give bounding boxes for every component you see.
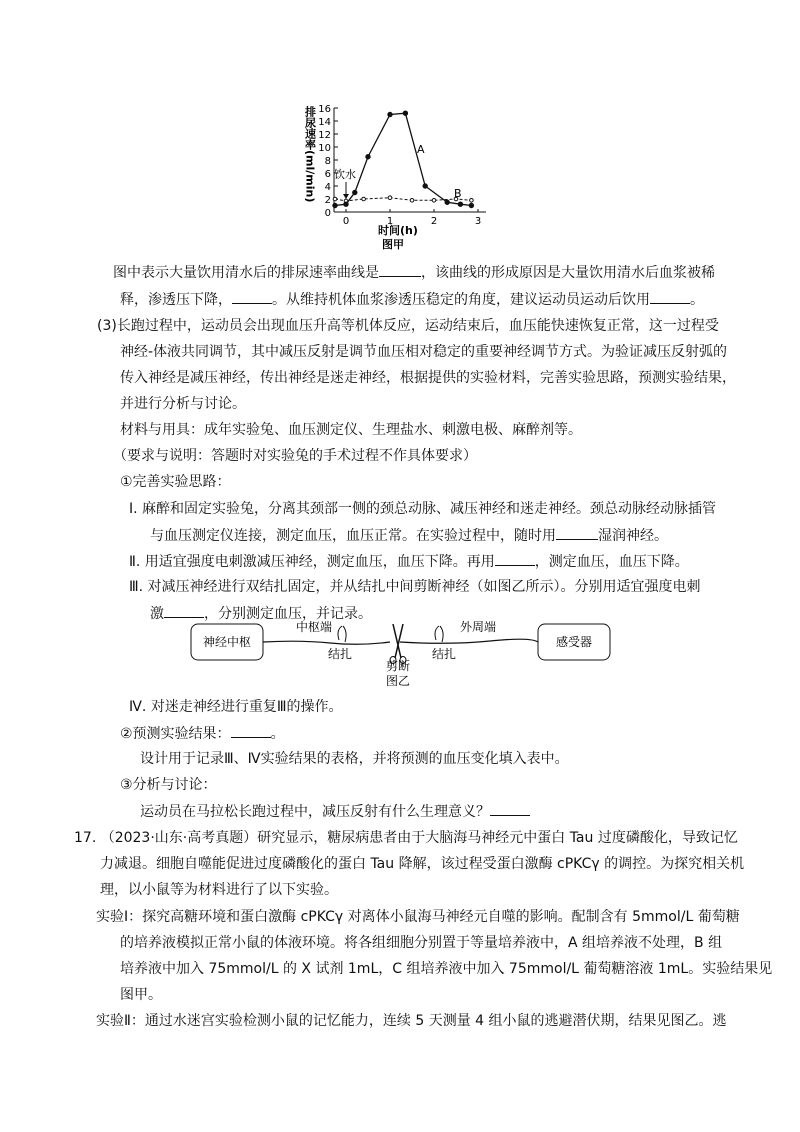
y-tick-label: 6 [324, 169, 331, 180]
annotation-drink: 饮水 [334, 168, 356, 181]
central-end-label: 中枢端 [296, 620, 333, 634]
figure-yi-caption: 图乙 [386, 674, 411, 688]
step-iii-line1: Ⅲ. 对减压神经进行双结扎固定，并从结扎中间剪断神经（如图乙所示）。分别用适宜强度电刺 [129, 579, 701, 595]
step2-detail: 设计用于记录Ⅲ、Ⅳ实验结果的表格，并将预测的血压变化填入表中。 [140, 751, 569, 767]
y-tick-label: 0 [324, 208, 331, 219]
curve-a-label: A [417, 143, 425, 156]
exp1-line2: 的培养液模拟正常小鼠的体液环境。将各组细胞分别置于等量培养液中，A 组培养液不处理，B 组 [120, 935, 723, 951]
nerve-center-label: 神经中枢 [202, 635, 252, 649]
answer-blank [231, 723, 271, 738]
series-a-point [366, 155, 370, 159]
y-tick-label: 4 [324, 182, 331, 193]
ligature-left-label: 结扎 [328, 647, 353, 661]
chart-caption: 图甲 [382, 238, 404, 250]
curve-b-label: B [454, 187, 462, 200]
step1-heading: ①完善实验思路： [120, 474, 231, 490]
step2: ②预测实验结果： 。 [120, 723, 285, 744]
materials: 材料与用具：成年实验兔、血压测定仪、生理盐水、刺激电极、麻醉剂等。 [120, 422, 582, 438]
x-tick-label: 0 [342, 216, 350, 227]
exp2-line1: 实验Ⅱ：通过水迷宫实验检测小鼠的记忆能力，连续 5 天测量 4 组小鼠的逃避潜伏期，结果见图乙。逃 [96, 1013, 727, 1029]
step-iii-line2: 激 ，分别测定血压，并记录。 [150, 603, 372, 624]
series-b-point [362, 197, 366, 201]
q17-line3: 理，以小鼠等为材料进行了以下实验。 [100, 882, 338, 898]
series-a-point [353, 190, 357, 194]
y-tick-label: 2 [324, 195, 331, 206]
series-a-point [344, 202, 348, 206]
answer-blank [650, 289, 690, 304]
series-b-point [333, 197, 337, 201]
answer-blank [164, 603, 204, 618]
q3-line4: 并进行分析与讨论。 [120, 396, 246, 412]
answer-blank [232, 289, 272, 304]
answer-blank [556, 525, 598, 540]
cut-label: 剪断 [386, 659, 411, 673]
nerve-fiber [263, 639, 538, 644]
figure-jia-chart [300, 100, 510, 250]
scissors-icon [390, 624, 406, 664]
answer-blank [490, 801, 530, 816]
step3-question: 运动员在马拉松长跑过程中，减压反射有什么生理意义？ [140, 801, 530, 822]
ligature-right-knot [435, 626, 443, 642]
p1-line1: 图中表示大量饮用清水后的排尿速率曲线是 ，该曲线的形成原因是大量饮用清水后血浆被稀 [113, 262, 715, 283]
step-i-line1: Ⅰ. 麻醉和固定实验兔，分离其颈部一侧的颈总动脉、减压神经和迷走神经。颈总动脉经动脉插管 [129, 501, 717, 517]
series-a-point [469, 203, 473, 207]
answer-blank [495, 551, 535, 566]
series-b-line [335, 198, 471, 201]
step-iv: Ⅳ. 对迷走神经进行重复Ⅲ的操作。 [129, 699, 343, 715]
drink-arrowhead [343, 194, 349, 199]
peripheral-end-label: 外周端 [460, 620, 497, 634]
q3-line2: 神经-体液共同调节，其中减压反射是调节血压相对稳定的重要神经调节方式。为验证减压反射弧的 [120, 344, 728, 360]
series-a-point [388, 112, 392, 116]
chart-ylabel: 排尿速率(ml/min) [303, 106, 317, 203]
series-b-point [470, 199, 474, 203]
receptor-label: 感受器 [555, 635, 593, 649]
series-b-point [388, 196, 392, 200]
q17-line2: 力减退。细胞自噬能促进过度磷酸化的蛋白 Tau 降解，该过程受蛋白激酶 cPKCγ 的调控。为探究相关机 [100, 856, 745, 872]
step3-heading: ③分析与讨论： [120, 777, 217, 793]
y-tick-label: 8 [324, 156, 331, 167]
exp1-line3: 培养液中加入 75mmol/L 的 X 试剂 1mL，C 组培养液中加入 75mmol/L 葡萄糖溶液 1mL。实验结果见 [120, 961, 773, 977]
y-tick-label: 12 [318, 130, 331, 141]
series-b-point [432, 199, 436, 203]
ligature-left-knot [338, 626, 346, 642]
q3-line3: 传入神经是减压神经，传出神经是迷走神经，根据提供的实验材料，完善实验思路，预测实验结果， [120, 370, 736, 386]
exp1-line4: 图甲。 [120, 987, 162, 1003]
requirement: （要求与说明：答题时对实验兔的手术过程不作具体要求） [113, 448, 477, 464]
series-a-point [403, 111, 407, 115]
series-a-point [423, 184, 427, 188]
ligature-right-label: 结扎 [432, 647, 457, 661]
y-tick-label: 14 [318, 117, 331, 128]
x-tick-label: 2 [430, 216, 438, 227]
p1-line2: 释，渗透压下降， 。从维持机体血浆渗透压稳定的角度，建议运动员运动后饮用 。 [120, 289, 704, 310]
figure-yi-diagram [190, 618, 620, 690]
y-tick-label: 10 [318, 143, 331, 154]
series-a-point [458, 202, 462, 206]
x-tick-label: 3 [474, 216, 482, 227]
exp1-line1: 实验Ⅰ：探究高糖环境和蛋白激酶 cPKCγ 对离体小鼠海马神经元自噬的影响。配制含有 5mmol/L 葡萄糖 [96, 909, 740, 925]
series-a-point [445, 200, 449, 204]
y-tick-label: 16 [318, 104, 331, 115]
x-tick-label: 1 [386, 216, 394, 227]
answer-blank [379, 262, 421, 277]
step-i-line2: 与血压测定仪连接，测定血压，血压正常。在实验过程中，随时用 湿润神经。 [150, 525, 668, 546]
q17-line1: 17. （2023·山东·高考真题）研究显示，糖尿病患者由于大脑海马神经元中蛋白 Tau 过度磷酸化，导致记忆 [74, 830, 738, 846]
q3-line1: (3)长跑过程中，运动员会出现血压升高等机体反应，运动结束后，血压能快速恢复正常，这一过程受 [97, 318, 719, 334]
step-ii: Ⅱ. 用适宜强度电刺激减压神经，测定血压，血压下降。再用 ，测定血压，血压下降。 [129, 551, 689, 572]
series-b-point [410, 199, 414, 203]
chart-xlabel: 时间(h) [378, 224, 418, 237]
series-a-point [333, 203, 337, 207]
